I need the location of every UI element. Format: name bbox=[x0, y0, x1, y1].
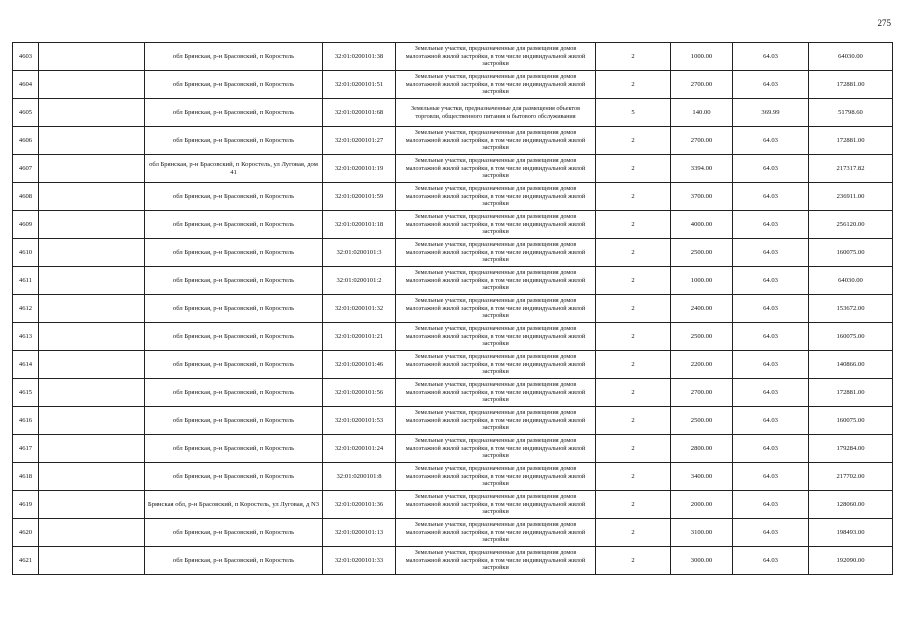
land-use-cell: Земельные участки, предназначенные для размещения домов малоэтажной жилой застройки, в том числе индивидуальной жилой застройки bbox=[396, 323, 596, 351]
specific-value-cell: 64.03 bbox=[733, 43, 809, 71]
row-number: 4611 bbox=[13, 267, 39, 295]
table-row bbox=[13, 351, 893, 379]
cadastral-value-cell: 160075.00 bbox=[809, 239, 893, 267]
land-plots-table bbox=[12, 42, 893, 575]
cadastral-number-cell: 32:01:0200101:68 bbox=[323, 99, 396, 127]
area-cell: 2500.00 bbox=[671, 239, 733, 267]
cadastral-value-cell: 217702.00 bbox=[809, 463, 893, 491]
specific-value-cell: 64.03 bbox=[733, 547, 809, 575]
use-group-cell: 2 bbox=[596, 71, 671, 99]
row-number: 4615 bbox=[13, 379, 39, 407]
cadastral-number-cell: 32:01:0200101:13 bbox=[323, 519, 396, 547]
cadastral-value-cell: 160075.00 bbox=[809, 407, 893, 435]
cadastral-value-cell: 217317.82 bbox=[809, 155, 893, 183]
table-row bbox=[13, 519, 893, 547]
empty-cell bbox=[39, 519, 145, 547]
specific-value-cell: 64.03 bbox=[733, 351, 809, 379]
area-cell: 3394.00 bbox=[671, 155, 733, 183]
page-number: 275 bbox=[877, 18, 891, 28]
cadastral-number-cell: 32:01:0200101:33 bbox=[323, 547, 396, 575]
address-cell: обл Брянская, р-н Брасовский, п Коростель bbox=[145, 99, 323, 127]
area-cell: 3100.00 bbox=[671, 519, 733, 547]
cadastral-value-cell: 153672.00 bbox=[809, 295, 893, 323]
address-cell: обл Брянская, р-н Брасовский, п Коростель bbox=[145, 407, 323, 435]
land-use-cell: Земельные участки, предназначенные для размещения домов малоэтажной жилой застройки, в том числе индивидуальной жилой застройки bbox=[396, 547, 596, 575]
empty-cell bbox=[39, 99, 145, 127]
area-cell: 4000.00 bbox=[671, 211, 733, 239]
use-group-cell: 2 bbox=[596, 183, 671, 211]
address-cell: обл Брянская, р-н Брасовский, п Коростель bbox=[145, 239, 323, 267]
empty-cell bbox=[39, 491, 145, 519]
land-use-cell: Земельные участки, предназначенные для размещения домов малоэтажной жилой застройки, в том числе индивидуальной жилой застройки bbox=[396, 379, 596, 407]
cadastral-number-cell: 32:01:0200101:53 bbox=[323, 407, 396, 435]
area-cell: 3400.00 bbox=[671, 463, 733, 491]
area-cell: 2700.00 bbox=[671, 127, 733, 155]
specific-value-cell: 64.03 bbox=[733, 267, 809, 295]
area-cell: 3700.00 bbox=[671, 183, 733, 211]
row-number: 4612 bbox=[13, 295, 39, 323]
cadastral-value-cell: 172881.00 bbox=[809, 379, 893, 407]
area-cell: 2800.00 bbox=[671, 435, 733, 463]
row-number: 4614 bbox=[13, 351, 39, 379]
cadastral-number-cell: 32:01:0200101:38 bbox=[323, 43, 396, 71]
cadastral-value-cell: 51798.60 bbox=[809, 99, 893, 127]
use-group-cell: 2 bbox=[596, 127, 671, 155]
use-group-cell: 2 bbox=[596, 295, 671, 323]
land-use-cell: Земельные участки, предназначенные для размещения домов малоэтажной жилой застройки, в том числе индивидуальной жилой застройки bbox=[396, 155, 596, 183]
cadastral-value-cell: 64030.00 bbox=[809, 43, 893, 71]
row-number: 4605 bbox=[13, 99, 39, 127]
land-use-cell: Земельные участки, предназначенные для размещения домов малоэтажной жилой застройки, в том числе индивидуальной жилой застройки bbox=[396, 491, 596, 519]
empty-cell bbox=[39, 351, 145, 379]
row-number: 4604 bbox=[13, 71, 39, 99]
table-row bbox=[13, 323, 893, 351]
specific-value-cell: 64.03 bbox=[733, 155, 809, 183]
cadastral-value-cell: 128060.00 bbox=[809, 491, 893, 519]
area-cell: 1000.00 bbox=[671, 43, 733, 71]
specific-value-cell: 64.03 bbox=[733, 519, 809, 547]
use-group-cell: 2 bbox=[596, 435, 671, 463]
address-cell: обл Брянская, р-н Брасовский, п Коростель bbox=[145, 323, 323, 351]
empty-cell bbox=[39, 183, 145, 211]
cadastral-number-cell: 32:01:0200101:36 bbox=[323, 491, 396, 519]
specific-value-cell: 369.99 bbox=[733, 99, 809, 127]
land-use-cell: Земельные участки, предназначенные для размещения домов малоэтажной жилой застройки, в том числе индивидуальной жилой застройки bbox=[396, 43, 596, 71]
cadastral-number-cell: 32:01:0200101:56 bbox=[323, 379, 396, 407]
cadastral-value-cell: 256120.00 bbox=[809, 211, 893, 239]
cadastral-number-cell: 32:01:0200101:18 bbox=[323, 211, 396, 239]
specific-value-cell: 64.03 bbox=[733, 407, 809, 435]
empty-cell bbox=[39, 295, 145, 323]
address-cell: обл Брянская, р-н Брасовский, п Коростель bbox=[145, 351, 323, 379]
cadastral-number-cell: 32:01:0200101:46 bbox=[323, 351, 396, 379]
table-row bbox=[13, 295, 893, 323]
cadastral-value-cell: 179284.00 bbox=[809, 435, 893, 463]
table-row bbox=[13, 183, 893, 211]
land-use-cell: Земельные участки, предназначенные для размещения домов малоэтажной жилой застройки, в том числе индивидуальной жилой застройки bbox=[396, 295, 596, 323]
specific-value-cell: 64.03 bbox=[733, 323, 809, 351]
table-row bbox=[13, 379, 893, 407]
table-row bbox=[13, 99, 893, 127]
specific-value-cell: 64.03 bbox=[733, 211, 809, 239]
table-body bbox=[13, 43, 893, 575]
address-cell: обл Брянская, р-н Брасовский, п Коростель bbox=[145, 267, 323, 295]
land-use-cell: Земельные участки, предназначенные для размещения домов малоэтажной жилой застройки, в том числе индивидуальной жилой застройки bbox=[396, 239, 596, 267]
address-cell: обл Брянская, р-н Брасовский, п Коростель bbox=[145, 519, 323, 547]
row-number: 4620 bbox=[13, 519, 39, 547]
cadastral-value-cell: 64030.00 bbox=[809, 267, 893, 295]
area-cell: 2500.00 bbox=[671, 407, 733, 435]
row-number: 4603 bbox=[13, 43, 39, 71]
address-cell: обл Брянская, р-н Брасовский, п Коростель bbox=[145, 435, 323, 463]
specific-value-cell: 64.03 bbox=[733, 435, 809, 463]
area-cell: 3000.00 bbox=[671, 547, 733, 575]
area-cell: 2400.00 bbox=[671, 295, 733, 323]
cadastral-number-cell: 32:01:0200101:24 bbox=[323, 435, 396, 463]
specific-value-cell: 64.03 bbox=[733, 183, 809, 211]
land-use-cell: Земельные участки, предназначенные для размещения домов малоэтажной жилой застройки, в том числе индивидуальной жилой застройки bbox=[396, 267, 596, 295]
land-use-cell: Земельные участки, предназначенные для размещения домов малоэтажной жилой застройки, в том числе индивидуальной жилой застройки bbox=[396, 351, 596, 379]
empty-cell bbox=[39, 127, 145, 155]
land-use-cell: Земельные участки, предназначенные для размещения объектов торговли, общественного питания и бытового обслуживания bbox=[396, 99, 596, 127]
use-group-cell: 2 bbox=[596, 239, 671, 267]
specific-value-cell: 64.03 bbox=[733, 463, 809, 491]
land-use-cell: Земельные участки, предназначенные для размещения домов малоэтажной жилой застройки, в том числе индивидуальной жилой застройки bbox=[396, 519, 596, 547]
empty-cell bbox=[39, 435, 145, 463]
address-cell: Брянская обл, р-н Брасовский, п Коростель, ул Луговая, д N3 bbox=[145, 491, 323, 519]
empty-cell bbox=[39, 71, 145, 99]
address-cell: обл Брянская, р-н Брасовский, п Коростель bbox=[145, 127, 323, 155]
use-group-cell: 2 bbox=[596, 211, 671, 239]
use-group-cell: 5 bbox=[596, 99, 671, 127]
address-cell: обл Брянская, р-н Брасовский, п Коростель bbox=[145, 463, 323, 491]
address-cell: обл Брянская, р-н Брасовский, п Коростель bbox=[145, 547, 323, 575]
land-use-cell: Земельные участки, предназначенные для размещения домов малоэтажной жилой застройки, в том числе индивидуальной жилой застройки bbox=[396, 211, 596, 239]
area-cell: 2000.00 bbox=[671, 491, 733, 519]
row-number: 4609 bbox=[13, 211, 39, 239]
empty-cell bbox=[39, 379, 145, 407]
specific-value-cell: 64.03 bbox=[733, 71, 809, 99]
row-number: 4613 bbox=[13, 323, 39, 351]
cadastral-number-cell: 32:01:0200101:19 bbox=[323, 155, 396, 183]
row-number: 4621 bbox=[13, 547, 39, 575]
land-use-cell: Земельные участки, предназначенные для размещения домов малоэтажной жилой застройки, в том числе индивидуальной жилой застройки bbox=[396, 463, 596, 491]
area-cell: 2200.00 bbox=[671, 351, 733, 379]
table-row bbox=[13, 211, 893, 239]
area-cell: 1000.00 bbox=[671, 267, 733, 295]
table-row bbox=[13, 463, 893, 491]
empty-cell bbox=[39, 155, 145, 183]
cadastral-value-cell: 198493.00 bbox=[809, 519, 893, 547]
cadastral-number-cell: 32:01:0200101:27 bbox=[323, 127, 396, 155]
empty-cell bbox=[39, 211, 145, 239]
table-row bbox=[13, 407, 893, 435]
cadastral-number-cell: 32:01:0200101:2 bbox=[323, 267, 396, 295]
row-number: 4618 bbox=[13, 463, 39, 491]
cadastral-value-cell: 172881.00 bbox=[809, 71, 893, 99]
use-group-cell: 2 bbox=[596, 379, 671, 407]
use-group-cell: 2 bbox=[596, 267, 671, 295]
table-row bbox=[13, 547, 893, 575]
row-number: 4617 bbox=[13, 435, 39, 463]
land-use-cell: Земельные участки, предназначенные для размещения домов малоэтажной жилой застройки, в том числе индивидуальной жилой застройки bbox=[396, 183, 596, 211]
cadastral-number-cell: 32:01:0200101:32 bbox=[323, 295, 396, 323]
empty-cell bbox=[39, 323, 145, 351]
row-number: 4608 bbox=[13, 183, 39, 211]
specific-value-cell: 64.03 bbox=[733, 295, 809, 323]
area-cell: 2700.00 bbox=[671, 379, 733, 407]
address-cell: обл Брянская, р-н Брасовский, п Коростель bbox=[145, 295, 323, 323]
address-cell: обл Брянская, р-н Брасовский, п Коростель bbox=[145, 183, 323, 211]
area-cell: 2500.00 bbox=[671, 323, 733, 351]
use-group-cell: 2 bbox=[596, 407, 671, 435]
cadastral-number-cell: 32:01:0200101:51 bbox=[323, 71, 396, 99]
address-cell: обл Брянская, р-н Брасовский, п Коростель bbox=[145, 43, 323, 71]
cadastral-value-cell: 140866.00 bbox=[809, 351, 893, 379]
use-group-cell: 2 bbox=[596, 323, 671, 351]
cadastral-value-cell: 192090.00 bbox=[809, 547, 893, 575]
use-group-cell: 2 bbox=[596, 351, 671, 379]
row-number: 4606 bbox=[13, 127, 39, 155]
address-cell: обл Брянская, р-н Брасовский, п Коростель bbox=[145, 71, 323, 99]
land-use-cell: Земельные участки, предназначенные для размещения домов малоэтажной жилой застройки, в том числе индивидуальной жилой застройки bbox=[396, 127, 596, 155]
specific-value-cell: 64.03 bbox=[733, 239, 809, 267]
table-row bbox=[13, 155, 893, 183]
use-group-cell: 2 bbox=[596, 491, 671, 519]
empty-cell bbox=[39, 267, 145, 295]
cadastral-number-cell: 32:01:0200101:21 bbox=[323, 323, 396, 351]
row-number: 4607 bbox=[13, 155, 39, 183]
address-cell: обл Брянская, р-н Брасовский, п Коростель bbox=[145, 379, 323, 407]
cadastral-number-cell: 32:01:0200101:59 bbox=[323, 183, 396, 211]
specific-value-cell: 64.03 bbox=[733, 491, 809, 519]
land-use-cell: Земельные участки, предназначенные для размещения домов малоэтажной жилой застройки, в том числе индивидуальной жилой застройки bbox=[396, 407, 596, 435]
table-row bbox=[13, 267, 893, 295]
area-cell: 140.00 bbox=[671, 99, 733, 127]
specific-value-cell: 64.03 bbox=[733, 379, 809, 407]
use-group-cell: 2 bbox=[596, 547, 671, 575]
table-row bbox=[13, 435, 893, 463]
address-cell: обл Брянская, р-н Брасовский, п Коростель, ул Луговая, дом 41 bbox=[145, 155, 323, 183]
address-cell: обл Брянская, р-н Брасовский, п Коростель bbox=[145, 211, 323, 239]
table-row bbox=[13, 239, 893, 267]
table-row bbox=[13, 491, 893, 519]
row-number: 4619 bbox=[13, 491, 39, 519]
empty-cell bbox=[39, 547, 145, 575]
empty-cell bbox=[39, 463, 145, 491]
cadastral-number-cell: 32:01:0200101:3 bbox=[323, 239, 396, 267]
row-number: 4610 bbox=[13, 239, 39, 267]
cadastral-number-cell: 32:01:0200101:8 bbox=[323, 463, 396, 491]
land-use-cell: Земельные участки, предназначенные для размещения домов малоэтажной жилой застройки, в том числе индивидуальной жилой застройки bbox=[396, 435, 596, 463]
table-row bbox=[13, 127, 893, 155]
table-row bbox=[13, 71, 893, 99]
use-group-cell: 2 bbox=[596, 519, 671, 547]
use-group-cell: 2 bbox=[596, 155, 671, 183]
use-group-cell: 2 bbox=[596, 463, 671, 491]
row-number: 4616 bbox=[13, 407, 39, 435]
use-group-cell: 2 bbox=[596, 43, 671, 71]
empty-cell bbox=[39, 43, 145, 71]
land-use-cell: Земельные участки, предназначенные для размещения домов малоэтажной жилой застройки, в том числе индивидуальной жилой застройки bbox=[396, 71, 596, 99]
empty-cell bbox=[39, 239, 145, 267]
area-cell: 2700.00 bbox=[671, 71, 733, 99]
cadastral-value-cell: 172881.00 bbox=[809, 127, 893, 155]
cadastral-value-cell: 160075.00 bbox=[809, 323, 893, 351]
cadastral-value-cell: 236911.00 bbox=[809, 183, 893, 211]
specific-value-cell: 64.03 bbox=[733, 127, 809, 155]
table-row bbox=[13, 43, 893, 71]
empty-cell bbox=[39, 407, 145, 435]
